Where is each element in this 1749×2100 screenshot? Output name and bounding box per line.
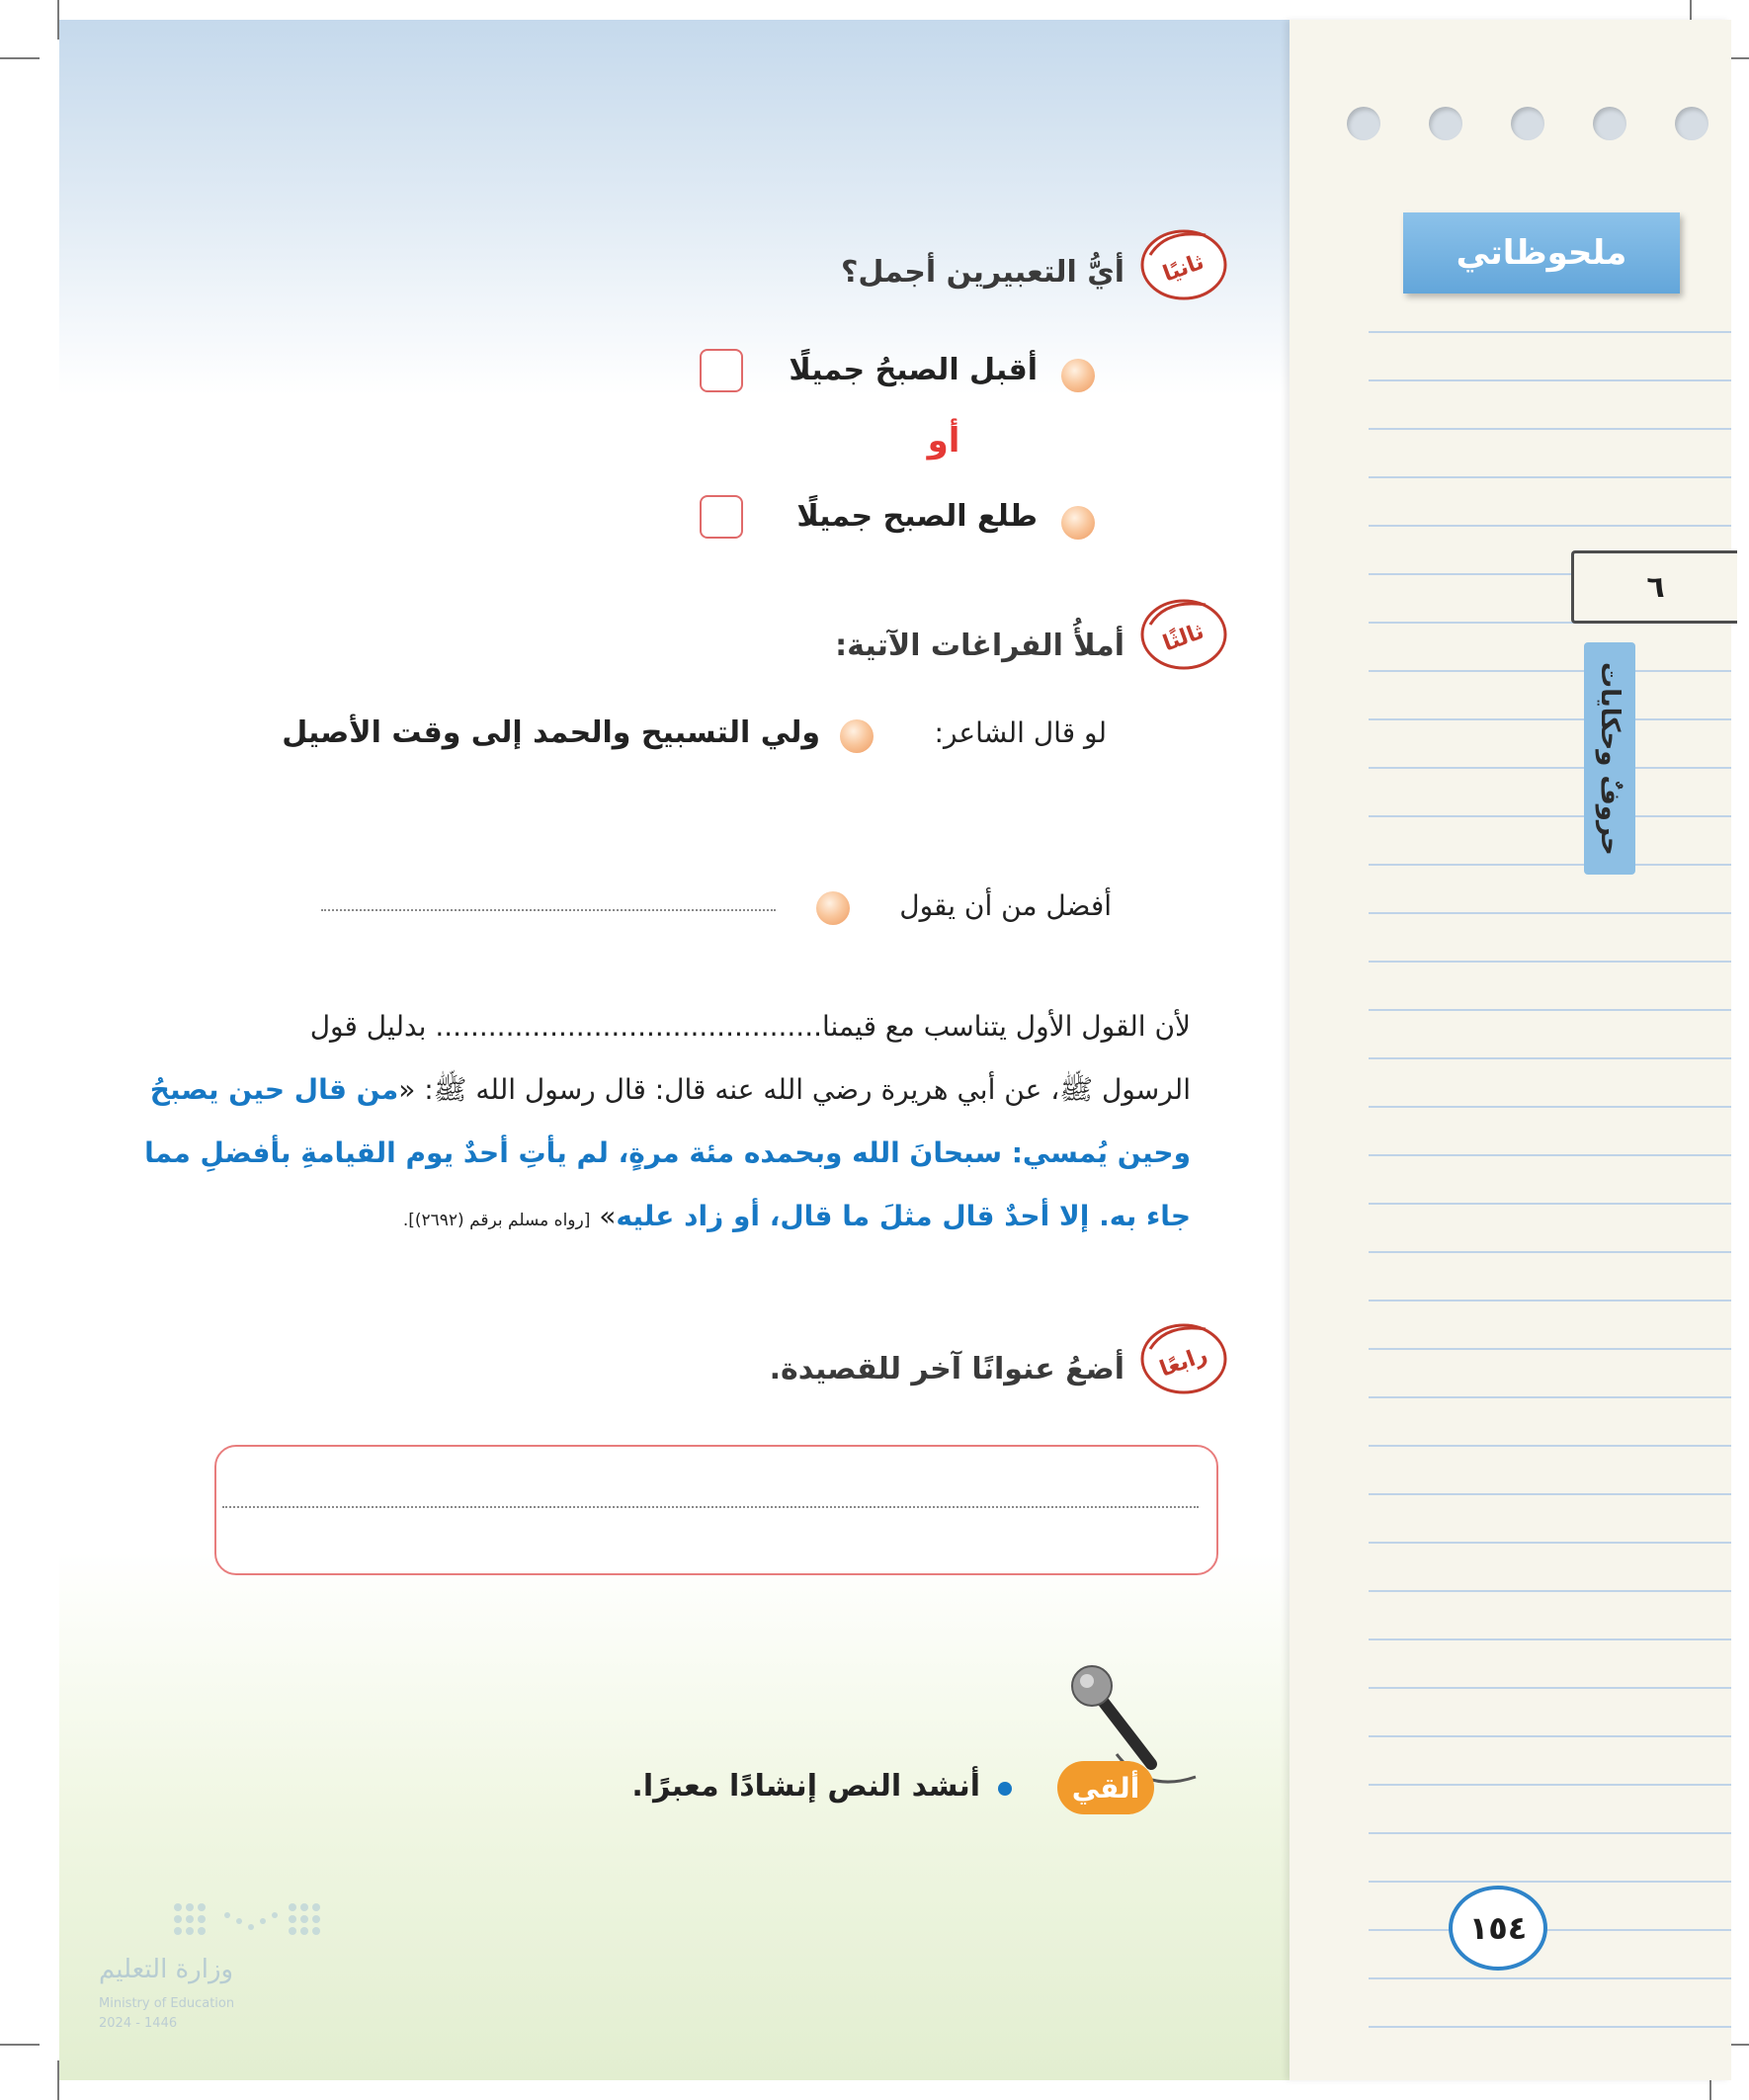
note-line [1369, 1687, 1731, 1689]
note-line [1369, 1832, 1731, 1834]
bullet-dot-icon [1061, 359, 1095, 392]
or-text: أو [927, 421, 960, 461]
page-number: ١٥٤ [1449, 1886, 1547, 1971]
section-badge-icon [1136, 1319, 1231, 1398]
paragraph-line-2-text: الرسول ﷺ، عن أبي هريرة رضي الله عنه قال: قال رسول الله ﷺ: « [398, 1073, 1191, 1106]
hadith-end: جاء به. إلا أحدٌ قال مثلَ ما قال، أو زاد عليه [616, 1200, 1191, 1232]
note-line [1369, 718, 1731, 720]
ministry-year: 2024 - 1446 [99, 2016, 178, 2031]
option1-checkbox[interactable] [700, 349, 743, 392]
poet-said-label: لو قال الشاعر: [934, 716, 1107, 749]
section-badge-icon [1136, 225, 1231, 304]
paragraph-line-1: لأن القول الأول يتناسب مع قيمنا............................................ بدليل قول [309, 1010, 1191, 1043]
option1-text: أقبل الصبحُ جميلًا [789, 353, 1038, 387]
ministry-name-ar: وزارة التعليم [99, 1955, 234, 1984]
note-line [1369, 1784, 1731, 1786]
bullet-dot-icon [816, 891, 850, 925]
note-line [1369, 864, 1731, 866]
ministry-name-en: Ministry of Education [99, 1996, 235, 2011]
section4-badge: رابعًا [1156, 1342, 1211, 1383]
paragraph-line-3: وحين يُمسي: سبحانَ الله وبحمده مئة مرةٍ، لم يأتِ أحدٌ يوم القيامةِ بأفضلِ مما [144, 1136, 1191, 1169]
answer-dotted-line [222, 1506, 1199, 1508]
unit-name: حروفٌ وحكايات [1595, 661, 1624, 856]
note-line [1369, 2026, 1731, 2028]
note-line [1369, 1154, 1731, 1156]
binder-hole [1429, 107, 1462, 140]
section2-badge: ثانيًا [1159, 249, 1208, 288]
note-line [1369, 331, 1731, 333]
note-line [1369, 1881, 1731, 1883]
note-line [1369, 767, 1731, 769]
bullet-dot-icon [840, 719, 874, 753]
note-line [1369, 428, 1731, 430]
section3-badge: ثالثًا [1159, 619, 1208, 657]
note-line [1369, 379, 1731, 381]
paragraph-line-4 [403, 1200, 1191, 1232]
crop-mark [0, 2044, 40, 2046]
note-line [1369, 1057, 1731, 1059]
citation: [رواه مسلم برقم (٢٦٩٢)]. [402, 1211, 591, 1230]
note-line [1369, 1009, 1731, 1011]
note-line [1369, 1735, 1731, 1737]
note-line [1369, 1542, 1731, 1544]
note-line [1369, 1638, 1731, 1640]
hadith-start: من قال حين يصبحُ [149, 1073, 399, 1106]
note-line [1369, 1106, 1731, 1108]
bullet-dot-icon [1061, 506, 1095, 540]
note-line [1369, 1348, 1731, 1350]
note-line [1369, 1203, 1731, 1205]
ministry-logo-icon [168, 1897, 326, 1947]
fill-blank-line[interactable] [321, 909, 776, 911]
binder-hole [1675, 107, 1708, 140]
section2-question: أيُّ التعبيرين أجمل؟ [840, 255, 1124, 290]
bullet-icon [998, 1782, 1012, 1796]
binder-hole [1347, 107, 1380, 140]
binder-hole [1593, 107, 1626, 140]
note-line [1369, 1977, 1731, 1979]
note-line [1369, 1929, 1731, 1931]
notes-panel [1290, 20, 1731, 2080]
note-line [1369, 1445, 1731, 1447]
notes-title: ملحوظاتي [1403, 212, 1680, 294]
section3-question: أملأُ الفراغات الآتية: [835, 629, 1124, 663]
note-line [1369, 670, 1731, 672]
note-line [1369, 912, 1731, 914]
quote-close: » [599, 1200, 617, 1232]
poet-line: ولي التسبيح والحمد إلى وقت الأصيل [282, 715, 820, 750]
note-line [1369, 525, 1731, 527]
title-answer-box[interactable] [214, 1445, 1218, 1575]
note-line [1369, 476, 1731, 478]
note-line [1369, 1300, 1731, 1302]
option2-checkbox[interactable] [700, 495, 743, 539]
better-than-label: أفضل من أن يقول [899, 889, 1112, 922]
paragraph-line-2 [150, 1073, 1191, 1113]
note-line [1369, 815, 1731, 817]
note-line [1369, 1493, 1731, 1495]
activity-text: أنشد النص إنشادًا معبرًا. [631, 1769, 980, 1804]
note-line [1369, 961, 1731, 963]
binder-hole [1511, 107, 1544, 140]
note-line [1369, 1251, 1731, 1253]
unit-number: ٦ [1571, 550, 1737, 624]
note-line [1369, 1590, 1731, 1592]
activity-label: ألقي [1057, 1761, 1154, 1814]
option2-text: طلع الصبح جميلًا [796, 499, 1038, 534]
note-line [1369, 1396, 1731, 1398]
unit-ribbon [1584, 642, 1635, 875]
section4-question: أضعُ عنوانًا آخر للقصيدة. [769, 1352, 1124, 1386]
crop-mark [0, 57, 40, 59]
section-badge-icon [1136, 595, 1231, 674]
